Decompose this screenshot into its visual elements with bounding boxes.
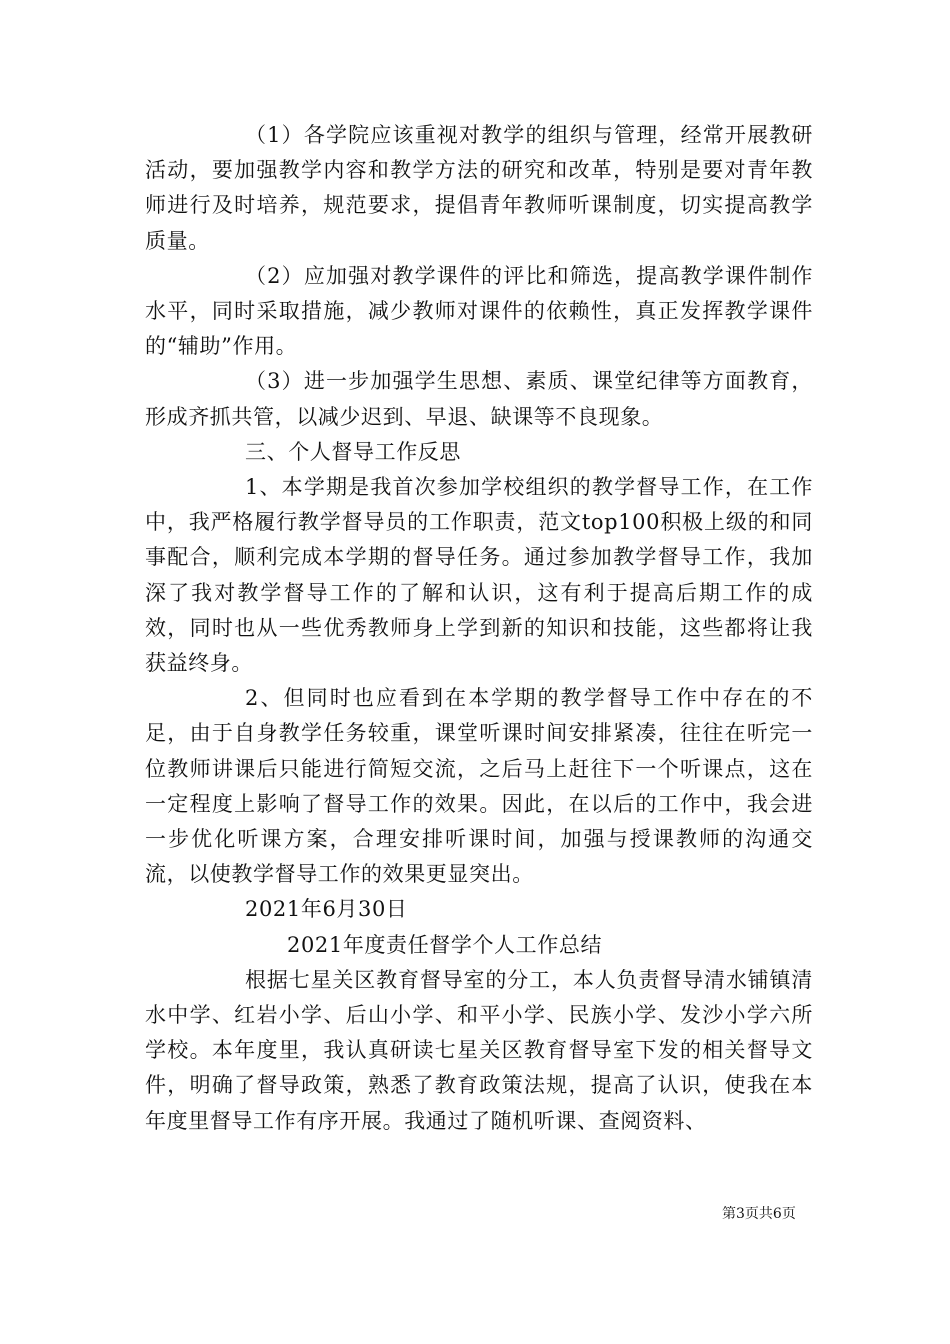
paragraph-recommendation-1: （1）各学院应该重视对教学的组织与管理，经常开展教研活动，要加强教学内容和教学方法的研究和改革，特别是要对青年教师进行及时培养，规范要求，提倡青年教师听课制度，切实提高教学质量。 (145, 123, 813, 253)
paragraph-reflection-2: 2、但同时也应看到在本学期的教学督导工作中存在的不足，由于自身教学任务较重，课堂听课时间安排紧凑，往往在听完一位教师讲课后只能进行简短交流，之后马上赶往下一个听课点，这在一定程度上影响了督导工作的效果。因此，在以后的工作中，我会进一步优化听课方案，合理安排听课时间，加强与授课教师的沟通交流，以使教学督导工作的效果更显突出。 (145, 686, 813, 887)
page-number: 第3页共6页 (722, 1206, 796, 1222)
document-title: 2021年度责任督学个人工作总结 (287, 932, 603, 957)
document-body (145, 118, 813, 1139)
paragraph-summary-intro: 根据七星关区教育督导室的分工，本人负责督导清水铺镇清水中学、红岩小学、后山小学、和平小学、民族小学、发沙小学六所学校。本年度里，我认真研读七星关区教育督导室下发的相关督导文件，明确了督导政策，熟悉了教育政策法规，提高了认识，使我在本年度里督导工作有序开展。我通过了随机听课、查阅资料、 (145, 967, 813, 1133)
paragraph-recommendation-2: （2）应加强对教学课件的评比和筛选，提高教学课件制作水平，同时采取措施，减少教师对课件的依赖性，真正发挥教学课件的“辅助”作用。 (145, 263, 813, 359)
document-date: 2021年6月30日 (245, 897, 408, 922)
section-heading-reflection: 三、个人督导工作反思 (245, 439, 461, 464)
paragraph-recommendation-3: （3）进一步加强学生思想、素质、课堂纪律等方面教育，形成齐抓共管，以减少迟到、早退、缺课等不良现象。 (145, 369, 813, 429)
paragraph-reflection-1: 1、本学期是我首次参加学校组织的教学督导工作，在工作中，我严格履行教学督导员的工作职责，范文top100积极上级的和同事配合，顺利完成本学期的督导任务。通过参加教学督导工作，我加深了我对教学督导工作的了解和认识，这有利于提高后期工作的成效，同时也从一些优秀教师身上学到新的知识和技能，这些都将让我获益终身。 (145, 475, 813, 676)
